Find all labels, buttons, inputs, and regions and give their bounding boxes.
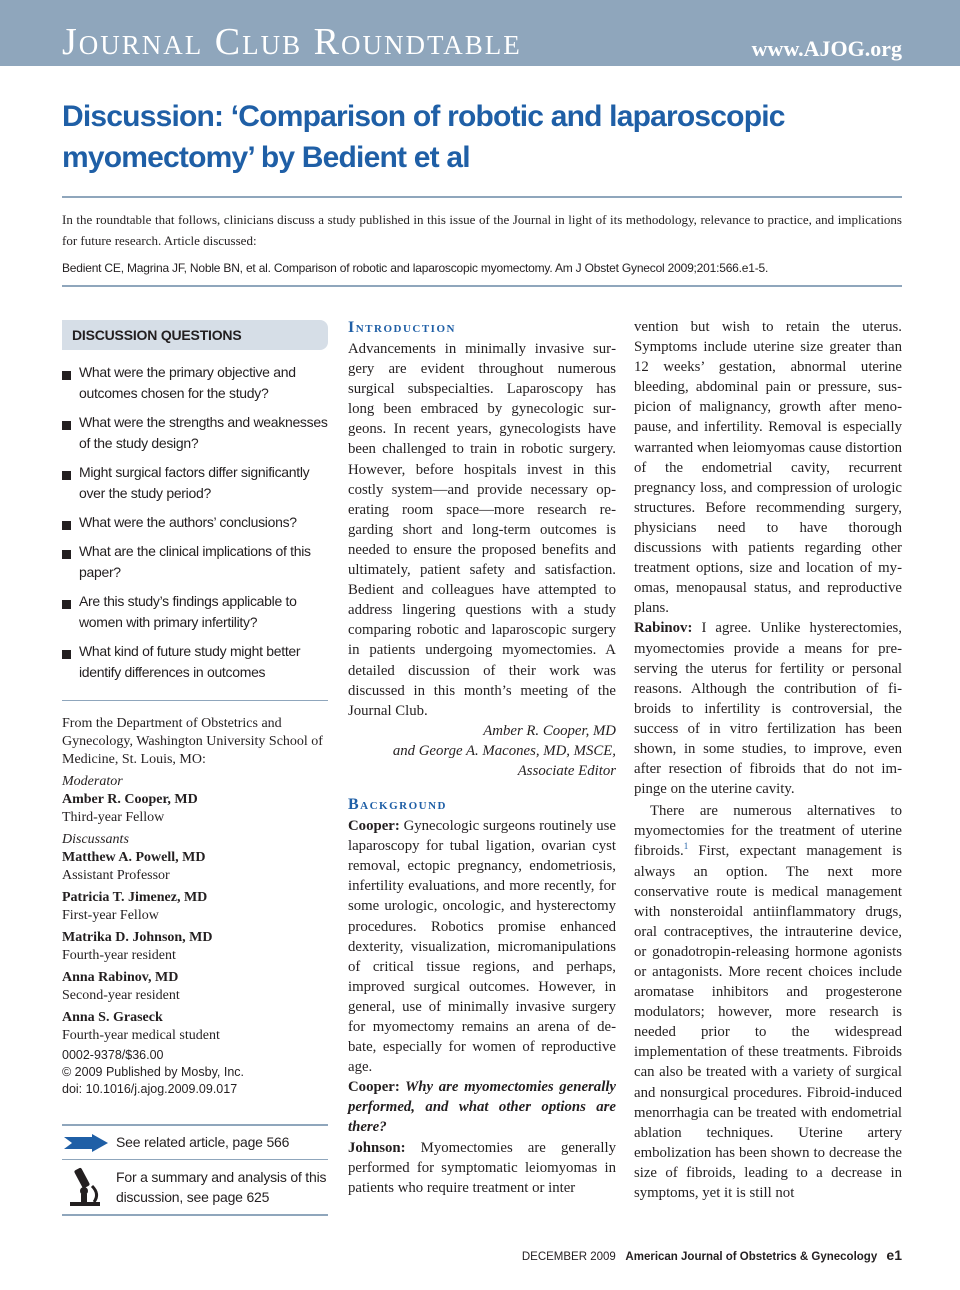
- reference-rule: [62, 285, 902, 287]
- journal-url-link[interactable]: www.AJOG.org: [751, 36, 902, 61]
- byline-author: Amber R. Cooper, MD: [483, 722, 616, 739]
- related-article-link[interactable]: See related article, page 566: [116, 1134, 290, 1150]
- reference-marker[interactable]: 1: [683, 841, 689, 852]
- speaker-text: Gynecologic surgeons routinely use laparoscopy for tubal ligation, ovarian cyst removal, ectopic pregnancy, endometriosis, infertility evaluations, and more recently, for some urologic, oncologic, and hysterectomy procedures. Robotics promise enhanced dexterity, visualization, micromanipulations of critical tissue regions, and perhaps, improved surgical outcomes. However, in general, use of minimally invasive surgery for myomectomy remains an arena of debate, especially for women of reproductive age.: [348, 818, 616, 1076]
- publication-meta: [62, 1047, 332, 1098]
- discussant-name: Anna Rabinov, MD: [62, 970, 179, 985]
- body-column-middle: [348, 317, 616, 1198]
- discussant-name: Anna S. Graseck: [62, 1010, 163, 1025]
- speaker-name: Rabinov:: [634, 620, 693, 637]
- discussion-question: [62, 362, 332, 404]
- title-rule: [62, 196, 902, 198]
- speaker-text: Myomectomies are generally performed for symptomatic leiomyomas in patients who require treatment or inter: [348, 1139, 616, 1196]
- discussant-title: Fourth-year medical student: [62, 1028, 220, 1043]
- square-bullet-icon: [62, 471, 71, 480]
- discussant-title: Assistant Professor: [62, 868, 170, 883]
- affiliation-block: [62, 715, 332, 1098]
- question-text: Might surgical factors differ significantly over the study period?: [79, 464, 310, 501]
- discussion-question: [62, 591, 332, 633]
- discussant-name: Matthew A. Powell, MD: [62, 850, 206, 865]
- question-text: What were the authors’ conclusions?: [79, 514, 297, 530]
- section-title: Journal Club Roundtable: [62, 21, 522, 63]
- square-bullet-icon: [62, 371, 71, 380]
- discussant-name: Patricia T. Jimenez, MD: [62, 890, 208, 905]
- section-spacer: [348, 781, 616, 794]
- roundtable-intro: In the roundtable that follows, clinicians discuss a study published in this issue of the Journal in light of its methodology, relevance to practice, and implications for future research. Article discussed:: [62, 212, 902, 248]
- summary-analysis-link[interactable]: For a summary and analysis of this discussion, see page 625: [116, 1169, 327, 1205]
- square-bullet-icon: [62, 521, 71, 530]
- discussion-question: [62, 412, 332, 454]
- related-article-box: [62, 1124, 328, 1216]
- rabinov-paragraph: [634, 618, 902, 799]
- page-footer: [522, 1247, 902, 1265]
- arrow-right-icon: [64, 1134, 108, 1152]
- department-affiliation: From the Department of Obstetrics and Gynecology, Washington University School of Medicine, St. Louis, MO:: [62, 716, 323, 767]
- johnson-paragraph: [348, 1138, 616, 1198]
- related-divider: [62, 1159, 328, 1160]
- speaker-text: I agree. Unlike hysterectomies, myomectomies provide a means for preserving the uterus for fertility or personal reasons. Although the contribution of fibroids to infertility is controversial, the success of in vitro fertilization has been shown, in some studies, to improve, even after resection of fibroids that do not impinge on the uterine cavity.: [634, 620, 902, 798]
- byline-role: Associate Editor: [517, 762, 616, 779]
- cooper-paragraph: [348, 816, 616, 1077]
- discussion-question: [62, 641, 332, 683]
- discussion-questions-list: [62, 362, 332, 691]
- discussant-title: Fourth-year resident: [62, 948, 176, 963]
- johnson-paragraph-continued: vention but wish to retain the uterus. Symptoms include uterine size greater than 12 weeks’ gestation, abnormal uterine bleeding, abdominal pain or pressure, suspicion of malignancy, growth after menopause, and infertility. Removal is especially warranted when leiomyomas cause distortion of the endometrial cavity, recurrent pregnancy loss, and compression of urologic structures. Before recommending surgery, physicians need to have thorough discussions with patients regarding other treatment options, size and location of myomas, menopausal status, and reproductive plans.: [634, 319, 902, 617]
- question-text: Are this study’s findings applicable to women with primary infertility?: [79, 593, 297, 630]
- alternatives-paragraph: [634, 801, 902, 1203]
- discussion-questions-heading: DISCUSSION QUESTIONS: [62, 320, 328, 350]
- background-heading: Background: [348, 796, 448, 814]
- question-text: Why are myomectomies generally performed, and what other options are there?: [348, 1079, 616, 1136]
- doi-link[interactable]: doi: 10.1016/j.ajog.2009.09.017: [62, 1082, 238, 1096]
- moderator-label: Moderator: [62, 774, 123, 789]
- speaker-name: Cooper:: [348, 818, 400, 835]
- questions-rule: [62, 700, 328, 701]
- header-band: [0, 0, 960, 66]
- square-bullet-icon: [62, 421, 71, 430]
- introduction-heading: Introduction: [348, 319, 456, 336]
- cooper-question-paragraph: [348, 1077, 616, 1137]
- discussion-question: [62, 512, 332, 533]
- journal-name: American Journal of Obstetrics & Gynecology: [625, 1251, 878, 1263]
- square-bullet-icon: [62, 550, 71, 559]
- page-number: e1: [886, 1247, 902, 1263]
- issn-price: 0002-9378/$36.00: [62, 1048, 164, 1062]
- question-text: What were the strengths and weaknesses of the study design?: [79, 414, 328, 451]
- article-reference: Bedient CE, Magrina JF, Noble BN, et al. Comparison of robotic and laparoscopic myomectomy. Am J Obstet Gynecol 2009;201:566.e1-5.: [62, 261, 769, 275]
- question-text: What were the primary objective and outcomes chosen for the study?: [79, 364, 296, 401]
- body-column-right: [634, 317, 902, 1203]
- speaker-name: Cooper:: [348, 1079, 400, 1096]
- issue-date: DECEMBER 2009: [521, 1251, 616, 1263]
- microscope-icon: [64, 1166, 106, 1208]
- byline-author: and George A. Macones, MD, MSCE,: [392, 742, 616, 759]
- paragraph-text: There are numerous alternatives to myomectomies for the treatment of uterine fibroids.: [634, 803, 902, 860]
- square-bullet-icon: [62, 650, 71, 659]
- moderator-name: Amber R. Cooper, MD: [62, 792, 198, 807]
- discussant-title: First-year Fellow: [62, 908, 159, 923]
- square-bullet-icon: [62, 600, 71, 609]
- speaker-name: Johnson:: [348, 1139, 406, 1156]
- discussion-question: [62, 541, 332, 583]
- paragraph-text: First, expectant management is always an option. The next more conservative route is medical management with nonsteroidal antiinflammatory drugs, oral contraceptives, the intrauterine device, or gonadotropin-releasing hormone agonists or antagonists. More recent choices include aromatase inhibitors and progesterone modulators; however, more research is needed prior to the widespread implementation of these treatments. Fibroids can also be treated with a variety of surgical and nonsurgical procedures. Fibroid-induced menorrhagia can be treated with endometrial ablation techniques. Uterine artery embolization has been shown to decrease the size of fibroids, leading to a decrease in symptoms, yet it is still not: [634, 843, 902, 1202]
- question-text: What are the clinical implications of this paper?: [79, 543, 311, 580]
- copyright: © 2009 Published by Mosby, Inc.: [62, 1065, 244, 1079]
- discussants-label: Discussants: [62, 832, 129, 847]
- article-title: Discussion: ‘Comparison of robotic and laparoscopic myomectomy’ by Bedient et al: [62, 100, 785, 174]
- discussant-name: Matrika D. Johnson, MD: [62, 930, 213, 945]
- question-text: What kind of future study might better identify differences in outcomes: [79, 643, 301, 680]
- discussion-question: [62, 462, 332, 504]
- discussant-title: Second-year resident: [62, 988, 180, 1003]
- moderator-title: Third-year Fellow: [62, 810, 165, 825]
- introduction-paragraph: Advancements in minimally invasive surgery are evident throughout numerous surgical subspecialties. Laparoscopy has long been embraced by gynecologic surgeons. In recent years, gynecologists have been challenged to train in robotic surgery. However, before hospitals invest in this costly system—and provide necessary operating room space—more research regarding short and long-term outcomes is needed to ensure the proposed benefits and ultimately, patient safety and satisfaction. Bedient and colleagues have attempted to address lingering questions with a study comparing robotic and laparoscopic surgery in patients undergoing myomectomies. A detailed discussion of their work was discussed in this month’s meeting of the Journal Club.: [348, 341, 616, 719]
